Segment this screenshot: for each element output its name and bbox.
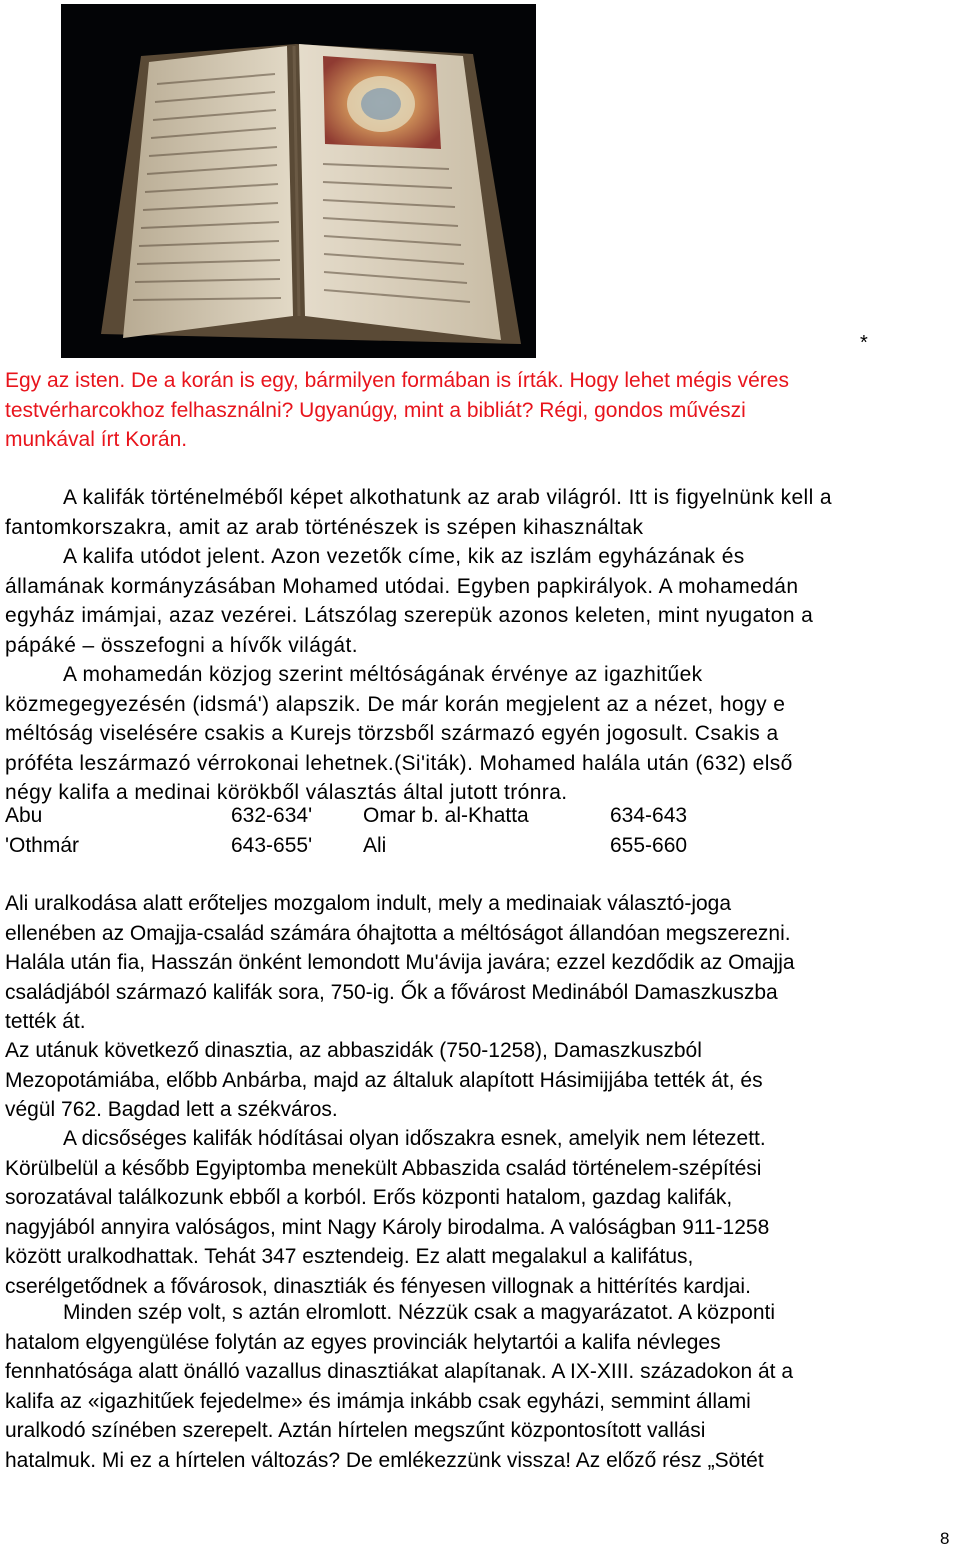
text-line: közmegegyezésén (idsmá') alapszik. De már korán megjelent az a nézet, hogy e: [5, 692, 786, 716]
text-line: Körülbelül a később Egyiptomba menekült Abbaszida család történelem-szépítési: [5, 1156, 762, 1180]
caliph-row: [5, 831, 765, 861]
caliph-years: 655-660: [610, 834, 688, 857]
text-line: államának kormányzásában Mohamed utódai. Egyben papkirályok. A mohamedán: [5, 574, 799, 598]
text-line: A dicsőséges kalifák hódításai olyan időszakra esnek, amelyik nem létezett.: [63, 1127, 766, 1150]
text-line: sorozatával találkozunk ebből a korból. Erős központi hatalom, gazdag kalifák,: [5, 1186, 733, 1209]
intro-caption: [5, 366, 957, 455]
caliph-name: Omar b. al-Khatta: [363, 804, 529, 827]
caliph-name: 'Othmár: [5, 834, 80, 857]
text-line: ellenében az Omajja-család számára óhajtotta a méltóságot állandóan megszerezni.: [5, 921, 791, 945]
text-line: négy kalifa a medinai körökből választás által jutott trónra.: [5, 781, 568, 804]
text-line: Minden szép volt, s aztán elromlott. Nézzük csak a magyarázatot. A központi: [63, 1301, 776, 1324]
text-line: Az utánuk következő dinasztia, az abbaszidák (750-1258), Damaszkuszból: [5, 1039, 702, 1062]
text-line: munkával írt Korán.: [5, 428, 188, 451]
caliph-years: 643-655': [231, 834, 313, 857]
footnote-marker: *: [860, 332, 868, 354]
text-line: A mohamedán közjog szerint méltóságának érvénye az igazhitűek: [63, 663, 703, 686]
open-koran-photo-icon: [61, 4, 536, 358]
caliph-name: Abu: [5, 804, 43, 827]
caliph-name: Ali: [363, 834, 387, 857]
text-line: kalifa az «igazhitűek fejedelme» és imámja inkább csak egyházi, semmint állami: [5, 1389, 751, 1413]
caliph-years: 634-643: [610, 804, 688, 827]
text-line: családjából származó kalifák sora, 750-ig. Ők a fővárost Medinából Damaszkuszba: [5, 980, 778, 1004]
kalifa-paragraph: [5, 483, 957, 808]
text-line: nagyjából annyira valóságos, mint Nagy Károly birodalma. A valóságban 911-1258: [5, 1215, 770, 1239]
caliph-row: [5, 801, 765, 831]
text-line: cserélgetődnek a fővárosok, dinasztiák és fényesen villognak a hittérítés kardjai.: [5, 1274, 751, 1298]
text-line: Ali uralkodása alatt erőteljes mozgalom indult, mely a medinaiak választó-joga: [5, 892, 732, 915]
text-line: egyház imámjai, azaz vezérei. Látszólag szerepük azonos keleten, mint nyugaton a: [5, 604, 814, 627]
text-line: között uralkodhattak. Tehát 347 esztendeig. Ez alatt megalakul a kalifátus,: [5, 1245, 694, 1268]
glory-paragraph: [5, 1124, 957, 1301]
text-line: A kalifa utódot jelent. Azon vezetők címe, kik az iszlám egyházának és: [63, 545, 745, 568]
caliph-years: 632-634': [231, 804, 313, 827]
text-line: hatalom elgyengülése folytán az egyes provinciák helytartói a kalifa névleges: [5, 1330, 721, 1354]
text-line: testvérharcokhoz felhasználni? Ugyanúgy, mint a bibliát? Régi, gondos művészi: [5, 398, 746, 422]
decline-paragraph: [5, 1298, 957, 1475]
text-line: Mezopotámiába, előbb Anbárba, majd az általuk alapított Hásimijjába tették át, és: [5, 1068, 763, 1092]
abbasid-paragraph: [5, 1036, 957, 1125]
text-line: uralkodó színében szerepelt. Aztán hírtelen megszűnt központosított vallási: [5, 1419, 706, 1442]
page-number: 8: [940, 1529, 950, 1548]
koran-photo: [61, 4, 536, 358]
text-line: fantomkorszakra, amit az arab történészek is szépen kihasználtak: [5, 515, 644, 539]
text-line: hatalmuk. Mi ez a hírtelen változás? De emlékezzünk vissza! Az előző rész „Sötét: [5, 1448, 764, 1472]
text-line: méltóság viselésére csakis a Kurejs törzsből származó egyén jogosult. Csakis a: [5, 722, 779, 745]
text-line: tették át.: [5, 1010, 86, 1033]
text-line: A kalifák történelméből képet alkothatunk az arab világról. Itt is figyelnünk kell a: [63, 486, 832, 509]
text-line: próféta leszármazó vérrokonai lehetnek.(Si'iták). Mohamed halála után (632) első: [5, 751, 793, 775]
text-line: végül 762. Bagdad lett a székváros.: [5, 1098, 338, 1121]
text-line: Egy az isten. De a korán is egy, bármilyen formában is írták. Hogy lehet mégis véres: [5, 369, 789, 392]
text-line: pápáké – összefogni a hívők világát.: [5, 633, 358, 657]
ali-paragraph: [5, 889, 957, 1037]
text-line: fennhatósága alatt önálló vazallus dinasztiákat alapítanak. A IX-XIII. századokon át a: [5, 1360, 794, 1383]
text-line: Halála után fia, Hasszán önként lemondott Mu'ávija javára; ezzel kezdődik az Omajja: [5, 951, 795, 974]
